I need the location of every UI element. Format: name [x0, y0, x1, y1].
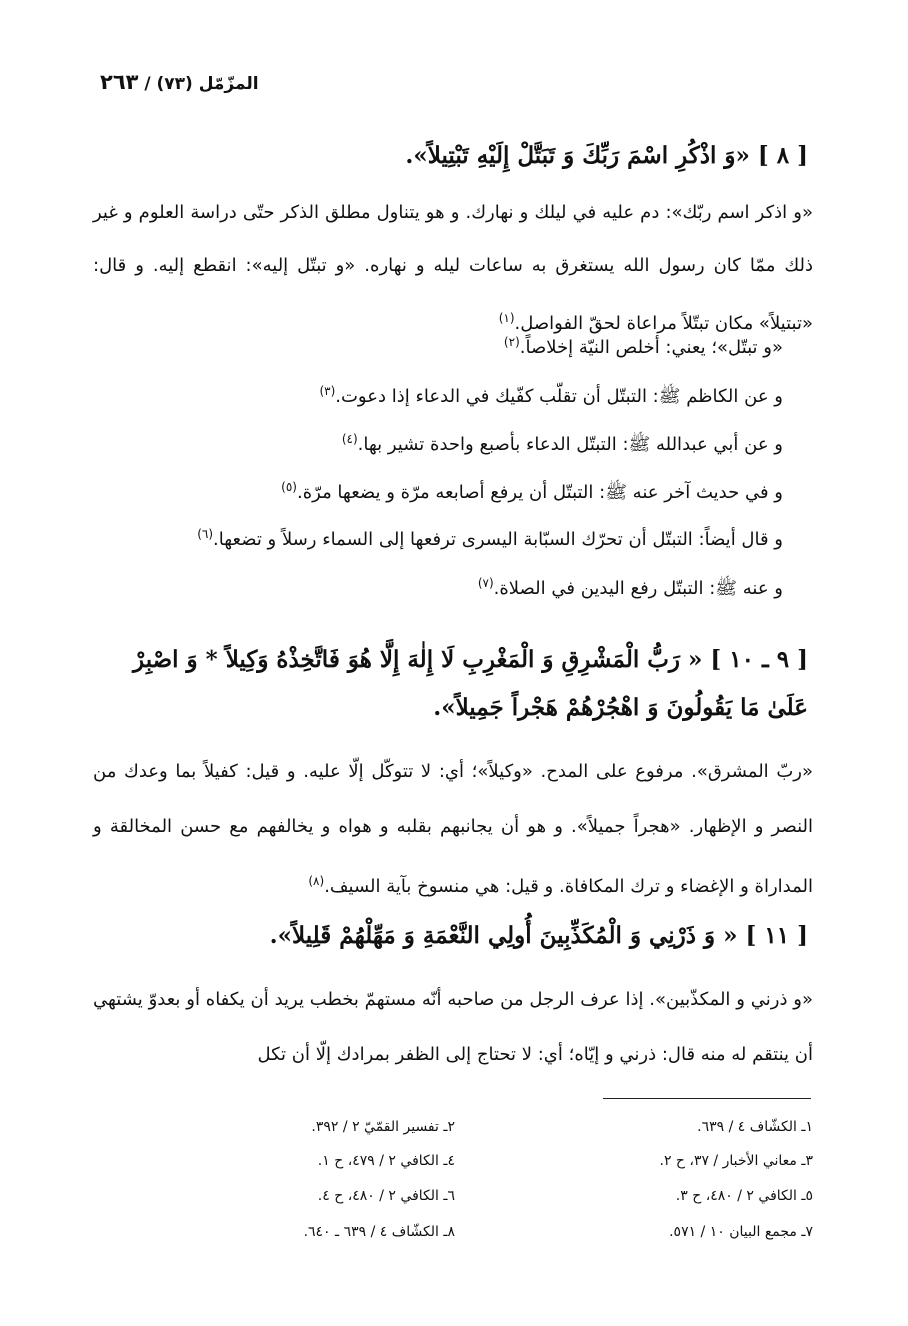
verse-8: [ ٨ ] «وَ اذْكُرِ اسْمَ رَبِّكَ وَ تَبَتَّلْ إِلَيْهِ تَبْتِيلاً».: [405, 142, 808, 169]
footnote-2: ٢ـ تفسير القمّيّ ٢ / ٣٩٢.: [311, 1119, 455, 1135]
commentary-text: «و اذكر اسم ربّك»: دم عليه في ليلك و نهارك. و هو يتناول مطلق الذكر حتّى دراسة العلوم و غير ذلك ممّا كان رسول الله يستغرق به ساعات ليله و نهاره. «و تبتّل إليه»: انقطع إليه. و قال: «تبتيلاً» مكان تبتّلاً مراعاة لحقّ الفواصل.: [93, 202, 813, 334]
commentary-text: «ربّ المشرق». مرفوع على المدح. «وكيلاً»؛ أي: لا تتوكّل إلّا عليه. و قيل: كفيلاً بما وعدك من النصر و الإظهار. «هجراً جميلاً». و هو أن يجانبهم بقلبه و هواه و يخالفهم مع حسن المخالقة و المداراة و الإغضاء و ترك المكافاة. و قيل: هي منسوخ بآية السيف.: [93, 761, 813, 897]
hadith-line: و قال أيضاً: التبتّل أن تحرّك السبّابة اليسرى ترفعها إلى السماء رسلاً و تضعها.$^{(٦)}$: [197, 527, 783, 550]
footnote-1: ١ـ الكشّاف ٤ / ٦٣٩.: [697, 1119, 813, 1135]
verse-11: [ ١١ ] « وَ ذَرْنِي وَ الْمُكَذِّبِينَ أُولِي النَّعْمَةِ وَ مَهِّلْهُمْ قَلِيلاً».: [269, 922, 808, 949]
commentary-paragraph-3: «و ذرني و المكذّبين». إذا عرف الرجل من صاحبه أنّه مستهمّ بخطب يريد أن يكفاه أو بعدوّ يشتهي أن ينتقم له منه قال: ذرني و إيّاه؛ أي: لا تحتاج إلى الظفر بمرادك إلّا أن تكل: [93, 989, 813, 1065]
commentary-paragraph-1: [93, 186, 813, 350]
footnote-divider: [603, 1098, 811, 1099]
commentary-paragraph-2: [93, 744, 813, 914]
hadith-line: و عن أبي عبدالله ﷺ: التبتّل الدعاء بأصبع واحدة تشير بها.$^{(٤)}$: [341, 432, 783, 455]
footnote-ref: (٦): [197, 527, 214, 541]
footnote-ref: (٤): [341, 432, 358, 446]
footnote-ref: (٢): [503, 335, 520, 349]
footnote-ref: (١): [498, 311, 515, 325]
hadith-line: و في حديث آخر عنه ﷺ: التبتّل أن يرفع أصابعه مرّة و يضعها مرّة.$^{(٥)}$: [281, 480, 783, 503]
hadith-line: و عن الكاظم ﷺ: التبتّل أن تقلّب كفّيك في الدعاء إذا دعوت.$^{(٣)}$: [319, 384, 783, 407]
footnote-ref: (٣): [319, 384, 336, 398]
running-header: [100, 70, 259, 94]
hadith-line: و عنه ﷺ: التبتّل رفع اليدين في الصلاة.$^{(٧)}$: [477, 576, 783, 599]
footnote-7: ٧ـ مجمع البيان ١٠ / ٥٧١.: [669, 1224, 813, 1240]
surah-label: المزّمّل (٧٣) /: [144, 74, 259, 94]
footnote-4: ٤ـ الكافي ٢ / ٤٧٩، ح ١.: [317, 1153, 455, 1169]
footnote-8: ٨ـ الكشّاف ٤ / ٦٣٩ ـ ٦٤٠.: [303, 1224, 455, 1240]
footnote-3: ٣ـ معاني الأخبار / ٣٧، ح ٢.: [659, 1153, 813, 1169]
footnote-ref: (٧): [477, 576, 494, 590]
hadith-line: «و تبتّل»؛ يعني: أخلص النيّة إخلاصاً.$^{(٢)}$: [503, 335, 783, 358]
footnote-ref: (٨): [308, 874, 325, 888]
footnote-6: ٦ـ الكافي ٢ / ٤٨٠، ح ٤.: [317, 1188, 455, 1204]
page-number: ٢٦٣: [100, 70, 139, 94]
verse-9-10: [ ٩ ـ ١٠ ] « رَبُّ الْمَشْرِقِ وَ الْمَغْرِبِ لَا إِلٰهَ إِلَّا هُوَ فَاتَّخِذْهُ وَكِيلاً * وَ اصْبِرْ عَلَىٰ مَا يَقُولُونَ وَ اهْجُرْهُمْ هَجْراً جَمِيلاً».: [133, 646, 808, 721]
footnote-5: ٥ـ الكافي ٢ / ٤٨٠، ح ٣.: [675, 1188, 813, 1204]
footnote-ref: (٥): [281, 480, 297, 494]
